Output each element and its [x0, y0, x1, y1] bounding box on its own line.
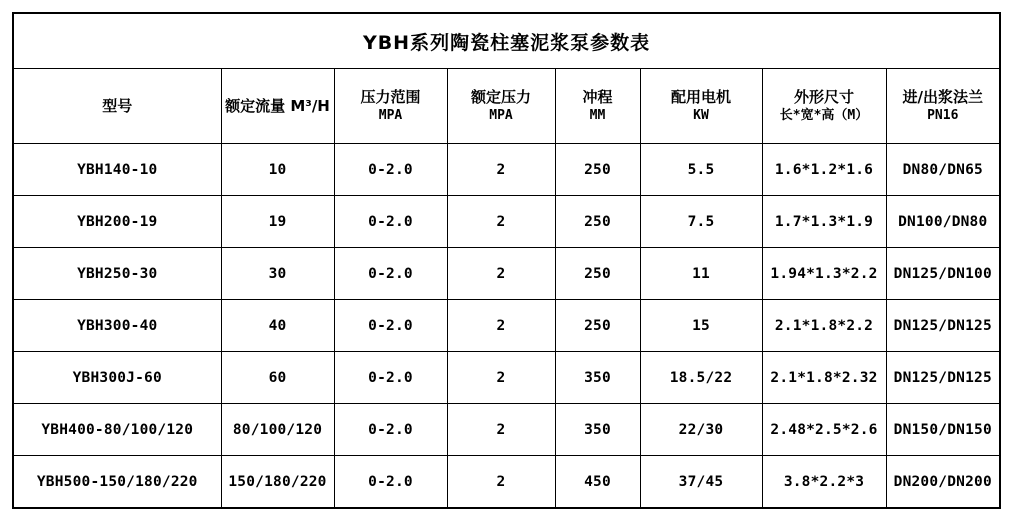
cell-stroke: 250 — [555, 144, 640, 196]
cell-pressure-range: 0-2.0 — [334, 352, 447, 404]
column-header-flange-unit: PN16 — [927, 108, 959, 124]
table-header — [13, 13, 1000, 144]
cell-dimensions: 1.94*1.3*2.2 — [762, 248, 886, 300]
table-row — [13, 144, 1000, 196]
table-title: YBH系列陶瓷柱塞泥浆泵参数表 — [13, 13, 1000, 69]
cell-flange: DN125/DN125 — [886, 352, 1000, 404]
cell-pressure-range: 0-2.0 — [334, 196, 447, 248]
cell-rated-pressure: 2 — [447, 456, 555, 509]
table-row — [13, 248, 1000, 300]
cell-rated-flow: 19 — [221, 196, 334, 248]
cell-flange: DN100/DN80 — [886, 196, 1000, 248]
column-header-rated-pressure — [447, 69, 555, 144]
cell-rated-flow: 80/100/120 — [221, 404, 334, 456]
column-header-rated-flow-label: 额定流量 M³/H — [225, 96, 330, 115]
cell-model: YBH300-40 — [13, 300, 221, 352]
cell-flange: DN150/DN150 — [886, 404, 1000, 456]
cell-stroke: 350 — [555, 404, 640, 456]
cell-model: YBH500-150/180/220 — [13, 456, 221, 509]
cell-dimensions: 1.6*1.2*1.6 — [762, 144, 886, 196]
cell-model: YBH140-10 — [13, 144, 221, 196]
cell-pressure-range: 0-2.0 — [334, 248, 447, 300]
cell-pressure-range: 0-2.0 — [334, 404, 447, 456]
cell-motor: 5.5 — [640, 144, 762, 196]
cell-rated-pressure: 2 — [447, 352, 555, 404]
cell-flange: DN125/DN125 — [886, 300, 1000, 352]
cell-rated-flow: 40 — [221, 300, 334, 352]
table-row — [13, 196, 1000, 248]
column-header-model — [13, 69, 221, 144]
column-header-rated-pressure-label: 额定压力 — [470, 88, 531, 107]
cell-motor: 18.5/22 — [640, 352, 762, 404]
cell-dimensions: 3.8*2.2*3 — [762, 456, 886, 509]
column-header-motor-label: 配用电机 — [670, 88, 731, 107]
cell-stroke: 250 — [555, 248, 640, 300]
cell-stroke: 250 — [555, 196, 640, 248]
column-header-rated-flow — [221, 69, 334, 144]
column-header-model-label: 型号 — [102, 96, 133, 115]
cell-stroke: 250 — [555, 300, 640, 352]
cell-flange: DN125/DN100 — [886, 248, 1000, 300]
column-header-stroke — [555, 69, 640, 144]
cell-motor: 22/30 — [640, 404, 762, 456]
title-row — [13, 13, 1000, 69]
cell-pressure-range: 0-2.0 — [334, 456, 447, 509]
cell-flange: DN200/DN200 — [886, 456, 1000, 509]
cell-dimensions: 1.7*1.3*1.9 — [762, 196, 886, 248]
column-header-motor — [640, 69, 762, 144]
cell-rated-pressure: 2 — [447, 300, 555, 352]
column-header-stroke-unit: MM — [589, 108, 606, 124]
column-header-pressure-range-label: 压力范围 — [360, 88, 421, 107]
cell-model: YBH300J-60 — [13, 352, 221, 404]
cell-model: YBH200-19 — [13, 196, 221, 248]
cell-flange: DN80/DN65 — [886, 144, 1000, 196]
cell-motor: 11 — [640, 248, 762, 300]
cell-stroke: 450 — [555, 456, 640, 509]
cell-rated-flow: 60 — [221, 352, 334, 404]
parameter-sheet — [12, 12, 999, 490]
column-header-motor-unit: KW — [693, 108, 709, 124]
cell-pressure-range: 0-2.0 — [334, 300, 447, 352]
cell-pressure-range: 0-2.0 — [334, 144, 447, 196]
cell-rated-pressure: 2 — [447, 404, 555, 456]
cell-rated-flow: 150/180/220 — [221, 456, 334, 509]
table-row — [13, 404, 1000, 456]
column-header-dimensions-unit: 长*宽*高（M） — [779, 108, 869, 124]
table-row — [13, 456, 1000, 509]
table-row — [13, 352, 1000, 404]
table-row — [13, 300, 1000, 352]
column-header-pressure-range-unit: MPA — [378, 108, 403, 124]
cell-dimensions: 2.1*1.8*2.32 — [762, 352, 886, 404]
table-body — [13, 144, 1000, 509]
column-header-stroke-label: 冲程 — [582, 88, 613, 107]
cell-rated-pressure: 2 — [447, 144, 555, 196]
cell-rated-flow: 30 — [221, 248, 334, 300]
column-header-dimensions — [762, 69, 886, 144]
column-header-row — [13, 69, 1000, 144]
parameter-table — [12, 12, 1001, 509]
column-header-flange — [886, 69, 1000, 144]
column-header-pressure-range — [334, 69, 447, 144]
cell-model: YBH250-30 — [13, 248, 221, 300]
cell-motor: 15 — [640, 300, 762, 352]
cell-rated-flow: 10 — [221, 144, 334, 196]
column-header-rated-pressure-unit: MPA — [489, 108, 513, 124]
cell-rated-pressure: 2 — [447, 196, 555, 248]
cell-model: YBH400-80/100/120 — [13, 404, 221, 456]
column-header-flange-label: 进/出浆法兰 — [902, 88, 983, 107]
cell-dimensions: 2.1*1.8*2.2 — [762, 300, 886, 352]
cell-motor: 37/45 — [640, 456, 762, 509]
cell-motor: 7.5 — [640, 196, 762, 248]
cell-rated-pressure: 2 — [447, 248, 555, 300]
cell-dimensions: 2.48*2.5*2.6 — [762, 404, 886, 456]
column-header-dimensions-label: 外形尺寸 — [793, 88, 854, 107]
cell-stroke: 350 — [555, 352, 640, 404]
